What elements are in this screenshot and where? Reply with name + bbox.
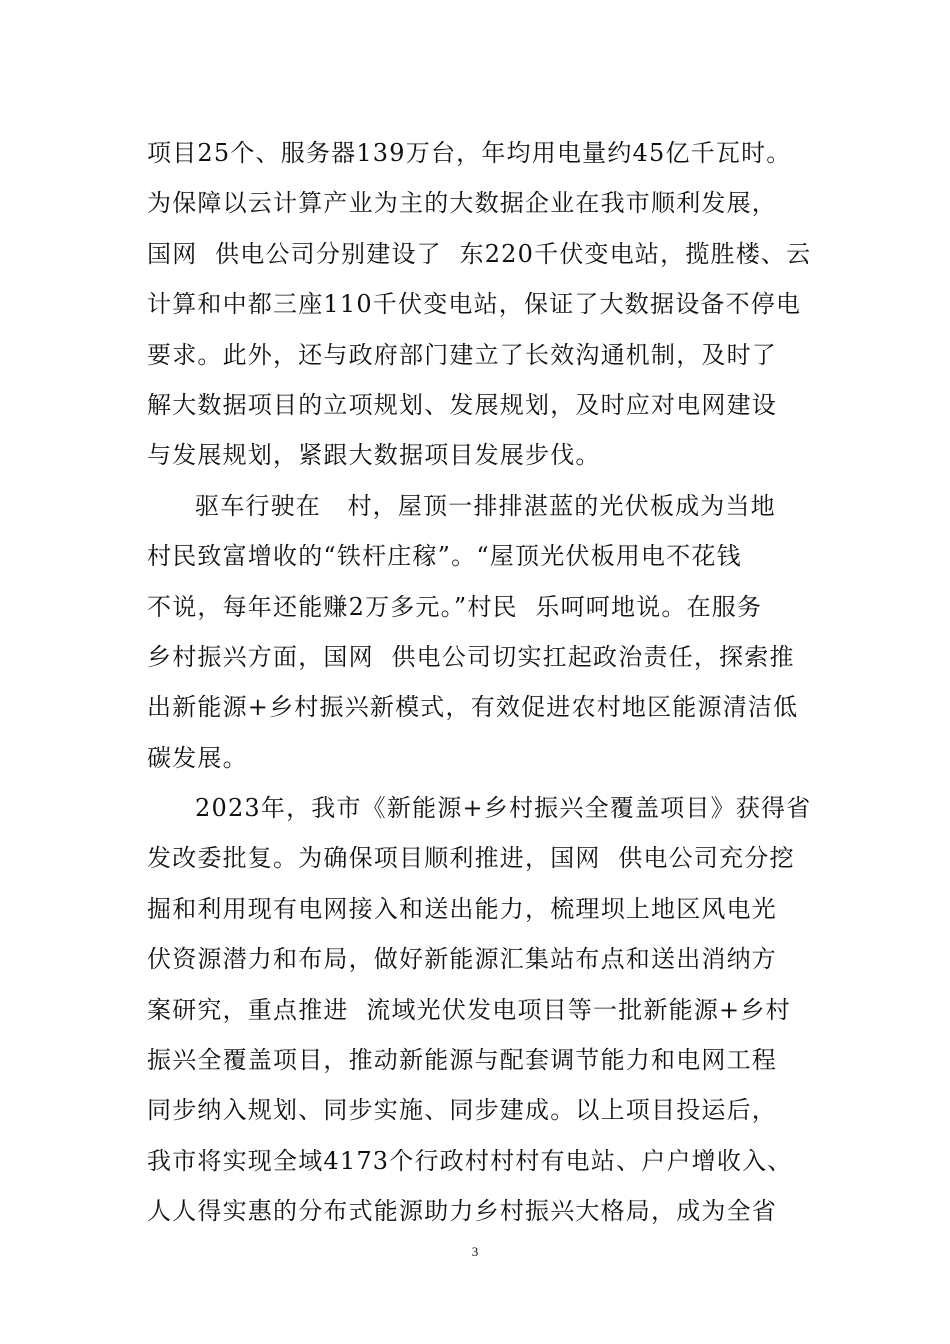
paragraph-line: 同步纳入规划、同步实施、同步建成。以上项目投运后， <box>147 1096 777 1125</box>
paragraph-line: 不说，每年还能赚2万多元。”村民 乐呵呵地说。在服务 <box>147 592 763 621</box>
paragraph-line: 人人得实惠的分布式能源助力乡村振兴大格局，成为全省 <box>147 1197 777 1226</box>
paragraph-line: 计算和中都三座110千伏变电站，保证了大数据设备不停电 <box>147 290 802 319</box>
paragraph-line: 为保障以云计算产业为主的大数据企业在我市顺利发展， <box>147 189 777 218</box>
paragraph-line: 乡村振兴方面，国网 供电公司切实扛起政治责任，探索推 <box>147 642 795 671</box>
page-number: 3 <box>471 1244 479 1259</box>
paragraph-line: 碳发展。 <box>147 743 248 772</box>
paragraph-line: 出新能源+乡村振兴新模式，有效促进农村地区能源清洁低 <box>147 693 799 722</box>
paragraph-line: 项目25个、服务器139万台，年均用电量约45亿千瓦时。 <box>147 139 792 167</box>
paragraph-line: 发改委批复。为确保项目顺利推进，国网 供电公司充分挖 <box>147 844 795 873</box>
paragraph-line: 振兴全覆盖项目，推动新能源与配套调节能力和电网工程 <box>147 1046 777 1075</box>
body-text <box>147 128 817 1237</box>
paragraph-line: 要求。此外，还与政府部门建立了长效沟通机制，及时了 <box>147 340 777 369</box>
paragraph-line: 我市将实现全域4173个行政村村村有电站、户户增收入、 <box>147 1146 793 1175</box>
paragraph-line: 解大数据项目的立项规划、发展规划，及时应对电网建设 <box>147 390 777 419</box>
paragraph-line: 国网 供电公司分别建设了 东220千伏变电站，揽胜楼、云 <box>147 239 812 268</box>
paragraph-line: 村民致富增收的“铁杆庄稼”。“屋顶光伏板用电不花钱 <box>147 542 742 571</box>
paragraph-line: 驱车行驶在 村，屋顶一排排湛蓝的光伏板成为当地 <box>195 491 776 520</box>
paragraph-line: 2023年，我市《新能源+乡村振兴全覆盖项目》获得省 <box>195 794 812 823</box>
paragraph-line: 掘和利用现有电网接入和送出能力，梳理坝上地区风电光 <box>147 894 777 923</box>
paragraph-line: 伏资源潜力和布局，做好新能源汇集站布点和送出消纳方 <box>147 945 777 974</box>
paragraph-line: 与发展规划，紧跟大数据项目发展步伐。 <box>147 441 601 470</box>
paragraph-line: 案研究，重点推进 流域光伏发电项目等一批新能源+乡村 <box>147 995 791 1024</box>
